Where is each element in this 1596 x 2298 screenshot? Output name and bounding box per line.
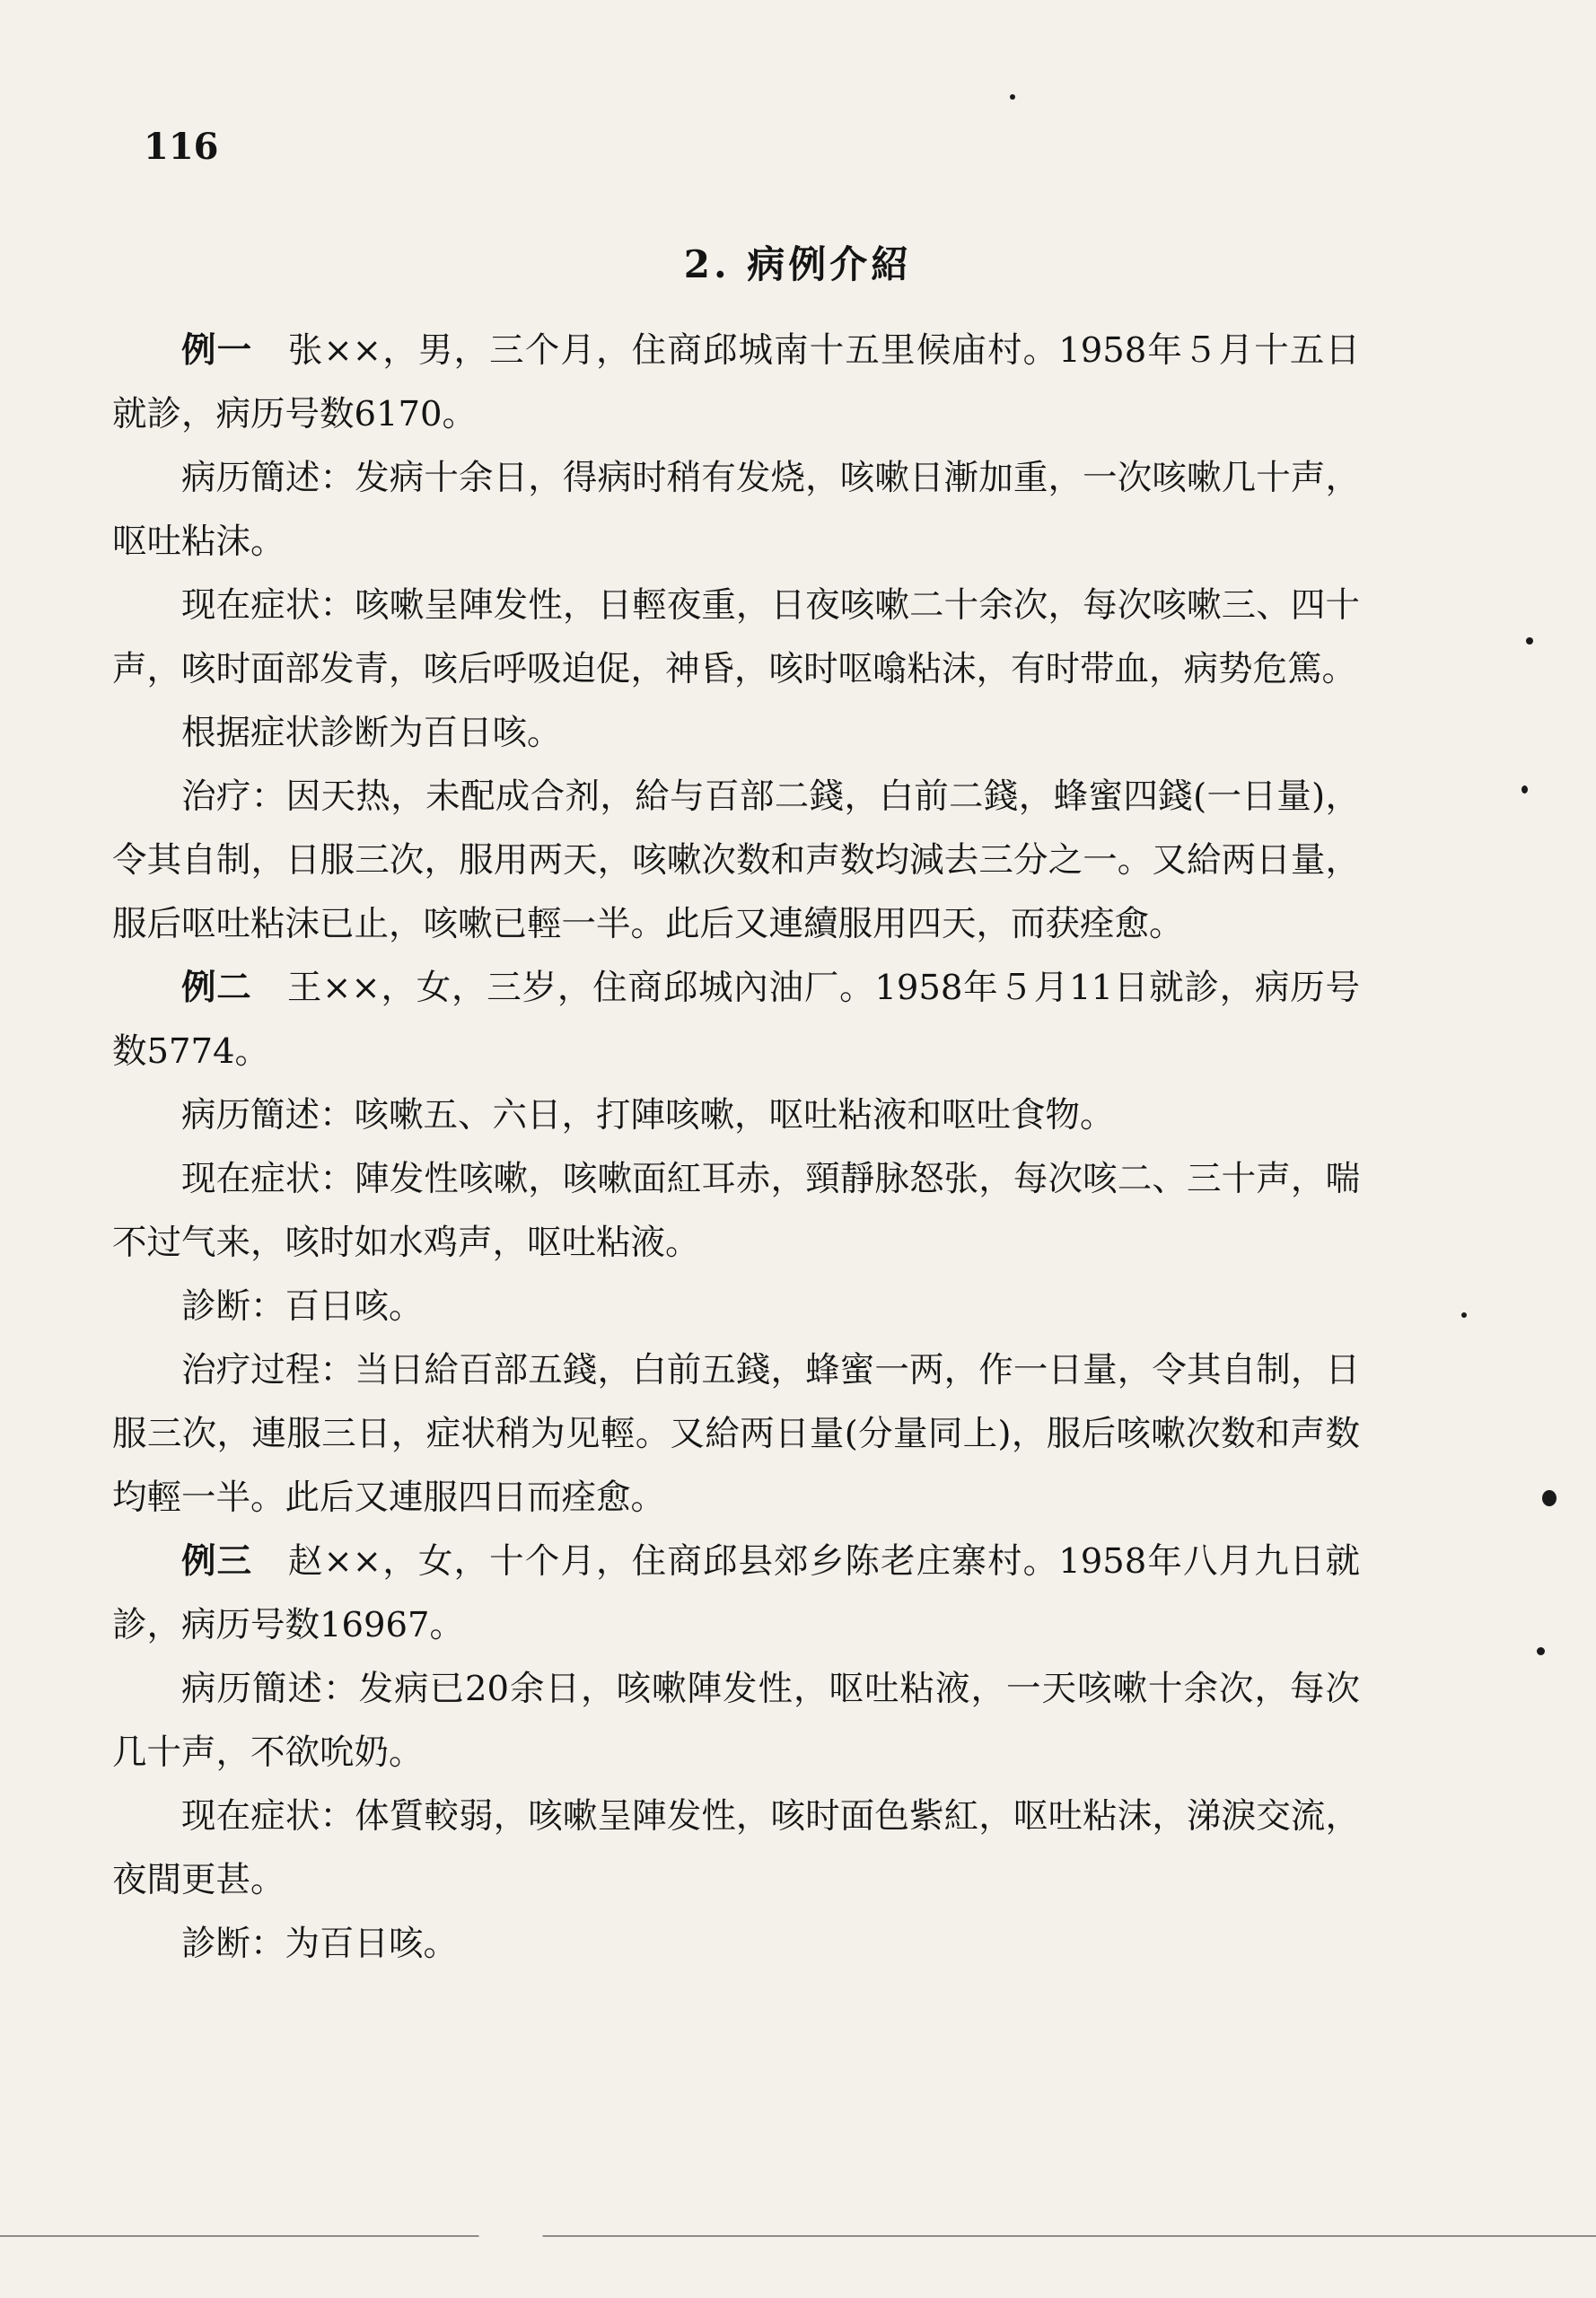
case-3-symptoms: [112, 1785, 1360, 1912]
section-label: 现在症状：: [181, 1796, 355, 1837]
scan-speck: [1010, 94, 1015, 100]
paragraph-text: 为百日咳。: [285, 1924, 459, 1964]
case-3-history: [112, 1657, 1360, 1785]
scan-speck: [1537, 1647, 1545, 1655]
section-label: 现在症状：: [181, 585, 355, 626]
scan-speck: [1542, 1490, 1557, 1506]
section-label: 病历簡述：: [181, 1095, 355, 1136]
case-1-treatment: [112, 765, 1360, 956]
case-2-diagnosis: [112, 1275, 1360, 1338]
paragraph-text: 当日給百部五錢，白前五錢，蜂蜜一两，作一日量，令其自制，日服三次，連服三日，症状稍为见輕。又給两日量(分量同上)，服后咳嗽次数和声数均輕一半。此后又連服四日而痊愈。: [112, 1350, 1360, 1518]
paragraph-text: 发病已20余日，咳嗽陣发性，呕吐粘液，一天咳嗽十余次，每次几十声，不欲吮奶。: [112, 1669, 1360, 1773]
section-label: 診断：: [181, 1286, 285, 1327]
body-text: [112, 319, 1360, 1976]
section-label: 现在症状：: [181, 1159, 355, 1199]
paragraph-text: 陣发性咳嗽，咳嗽面紅耳赤，頸靜脉怒张，每次咳二、三十声，喘不过气来，咳时如水鸡声，呕吐粘液。: [112, 1159, 1360, 1263]
scan-speck: [1461, 1312, 1467, 1318]
case-2-symptoms: [112, 1147, 1360, 1275]
section-label: 病历簡述：: [181, 458, 355, 498]
paragraph-text: 咳嗽五、六日，打陣咳嗽，呕吐粘液和呕吐食物。: [354, 1095, 1115, 1136]
paragraph-text: 赵××，女，十个月，住商邱县郊乡陈老庄寨村。1958年八月九日就診，病历号数16967。: [112, 1541, 1360, 1645]
case-3-diagnosis: [112, 1912, 1360, 1976]
case-label: 例三: [181, 1541, 253, 1582]
case-1-intro: [112, 319, 1360, 446]
case-1-symptoms: [112, 574, 1360, 701]
paragraph-text: 王××，女，三岁，住商邱城內油厂。1958年５月11日就診，病历号数5774。: [112, 968, 1360, 1072]
scan-speck: [1521, 785, 1528, 794]
paragraph-text: 咳嗽呈陣发性，日輕夜重，日夜咳嗽二十余次，每次咳嗽三、四十声，咳时面部发青，咳后呼吸迫促，神昏，咳时呕噏粘沫，有时带血，病势危篤。: [112, 585, 1360, 689]
case-3-intro: [112, 1530, 1360, 1657]
paragraph-text: 张××，男，三个月，住商邱城南十五里候庙村。1958年５月十五日就診，病历号数6170。: [112, 330, 1360, 434]
case-label: 例一: [181, 330, 253, 371]
section-title: 2. 病例介紹: [683, 242, 913, 286]
paragraph-text: 根据症状診断为百日咳。: [181, 713, 562, 753]
section-label: 治疗：: [181, 776, 286, 817]
scan-speck: [1526, 637, 1533, 645]
paragraph-text: 因天热，未配成合剂，給与百部二錢，白前二錢，蜂蜜四錢(一日量)，令其自制，日服三次，服用两天，咳嗽次数和声数均減去三分之一。又給两日量，服后呕吐粘沫已止，咳嗽已輕一半。此后又連續服用四天，而获痊愈。: [112, 776, 1360, 944]
case-2-treatment: [112, 1338, 1360, 1530]
paragraph-text: 百日咳。: [285, 1286, 424, 1327]
section-label: 病历簡述：: [181, 1669, 359, 1709]
case-2-intro: [112, 956, 1360, 1083]
bottom-edge-rule: [0, 2235, 1596, 2237]
page-number: 116: [144, 126, 219, 168]
case-label: 例二: [181, 968, 252, 1008]
section-label: 診断：: [181, 1924, 285, 1964]
section-label: 治疗过程：: [181, 1350, 355, 1390]
paragraph-text: 发病十余日，得病时稍有发烧，咳嗽日漸加重，一次咳嗽几十声，呕吐粘沫。: [112, 458, 1360, 562]
paragraph-text: 体質較弱，咳嗽呈陣发性，咳时面色紫紅，呕吐粘沫，涕淚交流，夜間更甚。: [112, 1796, 1360, 1900]
case-2-history: [112, 1083, 1360, 1147]
case-1-diagnosis: [112, 701, 1360, 765]
case-1-history: [112, 446, 1360, 574]
